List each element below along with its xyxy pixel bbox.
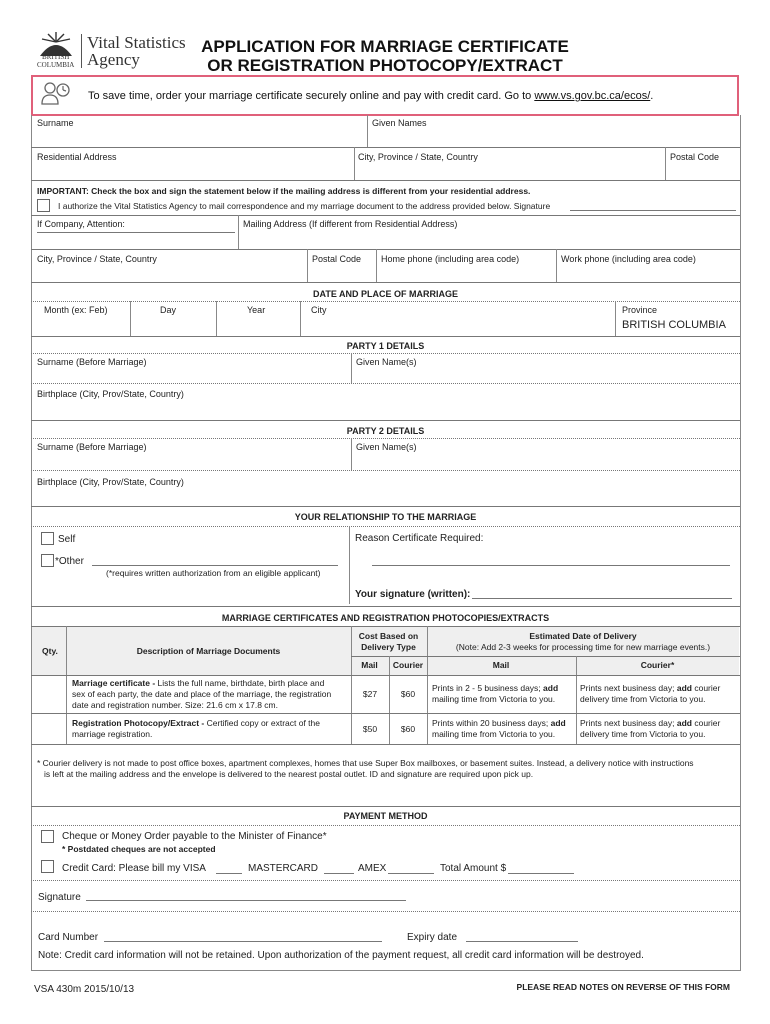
cost-header (351, 631, 426, 653)
cert-row-2-mail-est1: Prints within 20 business days; (432, 718, 551, 728)
marriage-city-field[interactable] (302, 318, 613, 334)
residential-address-label: Residential Address (37, 152, 117, 162)
cert-row-2-title: Registration Photocopy/Extract - (72, 718, 205, 728)
cheque-label: Cheque or Money Order payable to the Minister of Finance* (62, 831, 327, 842)
work-phone-field[interactable] (558, 266, 737, 281)
cert-row-1-qty[interactable] (33, 677, 64, 711)
expiry-line[interactable] (466, 941, 578, 942)
cert-row-2-courier-est-add: add (676, 718, 692, 728)
courier-footnote (37, 758, 694, 780)
other-line[interactable] (92, 565, 338, 566)
mailing-address-label: Mailing Address (If different from Residential Address) (243, 219, 458, 229)
party1-surname-label: Surname (Before Marriage) (37, 357, 147, 367)
day-field[interactable] (132, 318, 214, 334)
your-signature-label: Your signature (written): (355, 589, 471, 600)
logo-divider (81, 34, 82, 68)
cert-row-2-qty[interactable] (33, 715, 64, 742)
marriage-city-label: City (311, 305, 327, 315)
mail-est-header: Mail (492, 660, 510, 670)
cert-row-2-courier-cost: $60 (400, 724, 416, 734)
card-number-line[interactable] (104, 941, 382, 942)
agency-line1: Vital Statistics (87, 33, 186, 52)
cert-row-1-mail-est-add: add (543, 683, 559, 693)
credit-card-label: Credit Card: Please bill my VISA (62, 863, 206, 874)
credit-card-checkbox[interactable] (41, 860, 54, 873)
mailing-postal-field[interactable] (309, 266, 374, 281)
cert-row-1-mail-est (432, 683, 558, 705)
party2-given-label: Given Name(s) (356, 442, 417, 452)
cert-row-1-title: Marriage certificate - (72, 678, 156, 688)
residential-address-field[interactable] (32, 164, 352, 179)
authorize-checkbox[interactable] (37, 199, 50, 212)
payment-signature-line[interactable] (86, 900, 406, 901)
other-label: *Other (55, 556, 84, 567)
party1-birthplace-field[interactable] (32, 400, 737, 418)
courier-footnote-line2: is left at the mailing address and the envelope is delivered to the nearest postal outlet. ID and signature are required upon pick up. (44, 769, 534, 779)
party2-birthplace-label: Birthplace (City, Prov/State, Country) (37, 477, 184, 487)
cert-row-1-desc1: Lists the full name, birthdate, birth place and (155, 678, 325, 688)
province-line2: COLUMBIA (37, 61, 75, 69)
cert-row-1-courier-est1b: courier (691, 683, 721, 693)
party2-given-field[interactable] (353, 454, 737, 468)
province-line1: BRITISH (42, 53, 70, 61)
card-number-label: Card Number (38, 932, 99, 943)
important-note: IMPORTANT: Check the box and sign the statement below if the mailing address is different from your residential address. (37, 186, 531, 196)
cheque-checkbox[interactable] (41, 830, 54, 843)
banner-message: To save time, order your marriage certificate securely online and pay with credit card. Go to (88, 90, 535, 102)
party2-surname-label: Surname (Before Marriage) (37, 442, 147, 452)
year-field[interactable] (218, 318, 298, 334)
amex-label: AMEX (358, 863, 387, 874)
cert-row-2-mail-est-add: add (550, 718, 566, 728)
cert-row-1-desc3: date and registration number. Size: 21.6 cm x 17.8 cm. (72, 700, 278, 710)
total-amount-line[interactable] (508, 873, 574, 874)
mailing-city-label: City, Province / State, Country (37, 254, 157, 264)
cert-row-1-courier-est2: delivery time from Victoria to you. (580, 694, 706, 704)
cert-row-2-courier-est2: delivery time from Victoria to you. (580, 729, 706, 739)
cert-row-2-desc2: marriage registration. (72, 729, 153, 739)
month-field[interactable] (32, 318, 128, 334)
party1-surname-field[interactable] (32, 368, 349, 382)
cert-row-2-courier-est1: Prints next business day; (580, 718, 677, 728)
courier-est-header: Courier* (640, 660, 675, 670)
courier-cost-header: Courier (392, 660, 424, 670)
cert-row-1-courier-est1: Prints next business day; (580, 683, 677, 693)
cert-row-2-mail-est (432, 718, 566, 740)
marriage-heading: DATE AND PLACE OF MARRIAGE (313, 289, 458, 299)
cert-row-1-desc (72, 678, 348, 711)
title-line2: OR REGISTRATION PHOTOCOPY/EXTRACT (207, 56, 563, 75)
courier-footnote-line1: * Courier delivery is not made to post office boxes, apartment complexes, homes that use Super Box mailboxes, or basement suites. Instead, a delivery notice with instructions (37, 758, 694, 768)
qty-header: Qty. (42, 646, 58, 656)
month-label: Month (ex: Feb) (44, 305, 108, 315)
description-header: Description of Marriage Documents (136, 646, 281, 656)
reason-line[interactable] (372, 565, 730, 566)
province-value: BRITISH COLUMBIA (622, 319, 726, 331)
cert-row-2-courier-est (580, 718, 720, 740)
surname-label: Surname (37, 118, 74, 128)
your-signature-line[interactable] (472, 598, 732, 599)
page-title (180, 37, 590, 75)
authorize-text: I authorize the Vital Statistics Agency to mail correspondence and my marriage document to the address provided below. Signature (58, 201, 551, 211)
amex-line[interactable] (388, 873, 434, 874)
cost-header-line2: Delivery Type (361, 642, 416, 652)
cert-row-1-courier-est (580, 683, 720, 705)
payment-signature-label: Signature (38, 892, 81, 903)
cert-row-1-mail-cost: $27 (362, 689, 378, 699)
province-label: Province (622, 305, 658, 315)
mailing-city-field[interactable] (32, 266, 305, 281)
cert-row-1-courier-est-add: add (676, 683, 692, 693)
home-phone-label: Home phone (including area code) (381, 254, 520, 264)
party2-surname-field[interactable] (32, 454, 349, 468)
self-label: Self (58, 534, 76, 545)
agency-name (87, 34, 186, 68)
visa-line[interactable] (216, 873, 242, 874)
mastercard-label: MASTERCARD (248, 863, 319, 874)
cert-row-2-desc (72, 718, 348, 740)
title-line1: APPLICATION FOR MARRIAGE CERTIFICATE (201, 37, 569, 56)
day-label: Day (160, 305, 177, 315)
province-name (37, 53, 74, 69)
reason-label: Reason Certificate Required: (355, 533, 484, 544)
self-checkbox[interactable] (41, 532, 54, 545)
given-names-field[interactable] (368, 130, 738, 146)
given-names-label: Given Names (372, 118, 427, 128)
authorize-signature-line[interactable] (570, 210, 736, 211)
cert-row-2-desc1: Certified copy or extract of the (204, 718, 320, 728)
other-note: (*requires written authorization from an eligible applicant) (106, 568, 321, 578)
cert-row-1-courier-cost: $60 (400, 689, 416, 699)
company-attention-line[interactable] (37, 232, 235, 233)
cert-row-1-mail-est2: mailing time from Victoria to you. (432, 694, 556, 704)
work-phone-label: Work phone (including area code) (561, 254, 696, 264)
payment-heading: PAYMENT METHOD (343, 811, 428, 821)
party1-given-label: Given Name(s) (356, 357, 417, 367)
relationship-heading: YOUR RELATIONSHIP TO THE MARRIAGE (294, 512, 477, 522)
mail-cost-header: Mail (361, 660, 378, 670)
cert-row-2-mail-cost: $50 (362, 724, 378, 734)
cert-row-2-courier-est1b: courier (691, 718, 721, 728)
cert-row-2-mail-est2: mailing time from Victoria to you. (432, 729, 556, 739)
postal-code-label: Postal Code (670, 152, 720, 162)
surname-field[interactable] (32, 130, 366, 146)
mailing-postal-label: Postal Code (312, 254, 362, 264)
banner-text (88, 90, 653, 102)
certs-heading: MARRIAGE CERTIFICATES AND REGISTRATION PHOTOCOPIES/EXTRACTS (221, 613, 550, 623)
form-id: VSA 430m 2015/10/13 (34, 984, 135, 995)
cert-row-1-mail-est1: Prints in 2 - 5 business days; (432, 683, 544, 693)
party1-given-field[interactable] (353, 368, 737, 382)
other-checkbox[interactable] (41, 554, 54, 567)
mastercard-line[interactable] (324, 873, 354, 874)
ecos-link[interactable]: www.vs.gov.bc.ca/ecos/ (534, 90, 651, 102)
postdated-note: * Postdated cheques are not accepted (62, 844, 216, 854)
cert-row-1-desc2: sex of each party, the date and place of the marriage, the registration (72, 689, 332, 699)
party2-birthplace-field[interactable] (32, 488, 737, 504)
year-label: Year (247, 305, 266, 315)
credit-card-note: Note: Credit card information will not be retained. Upon authorization of the payment request, all credit card information will be destroyed. (38, 950, 644, 961)
city-field[interactable] (356, 164, 663, 179)
postal-code-field[interactable] (667, 164, 737, 179)
expiry-label: Expiry date (407, 932, 458, 943)
estimate-header-line1: Estimated Date of Delivery (529, 631, 637, 641)
party2-heading: PARTY 2 DETAILS (346, 426, 425, 436)
party1-heading: PARTY 1 DETAILS (346, 341, 425, 351)
company-attention-label: If Company, Attention: (37, 219, 125, 229)
party1-birthplace-label: Birthplace (City, Prov/State, Country) (37, 389, 184, 399)
banner-end: . (650, 90, 654, 102)
cost-header-line1: Cost Based on (358, 631, 419, 641)
city-label: City, Province / State, Country (358, 152, 478, 162)
home-phone-field[interactable] (378, 266, 554, 281)
agency-line2: Agency (87, 50, 140, 69)
estimate-header (427, 631, 739, 653)
mailing-address-field[interactable] (240, 231, 737, 247)
total-amount-label: Total Amount $ (440, 863, 507, 874)
estimate-header-line2: (Note: Add 2-3 weeks for processing time for new marriage events.) (455, 642, 711, 652)
person-clock-icon (40, 80, 72, 113)
reverse-notes: PLEASE READ NOTES ON REVERSE OF THIS FORM (516, 982, 730, 992)
